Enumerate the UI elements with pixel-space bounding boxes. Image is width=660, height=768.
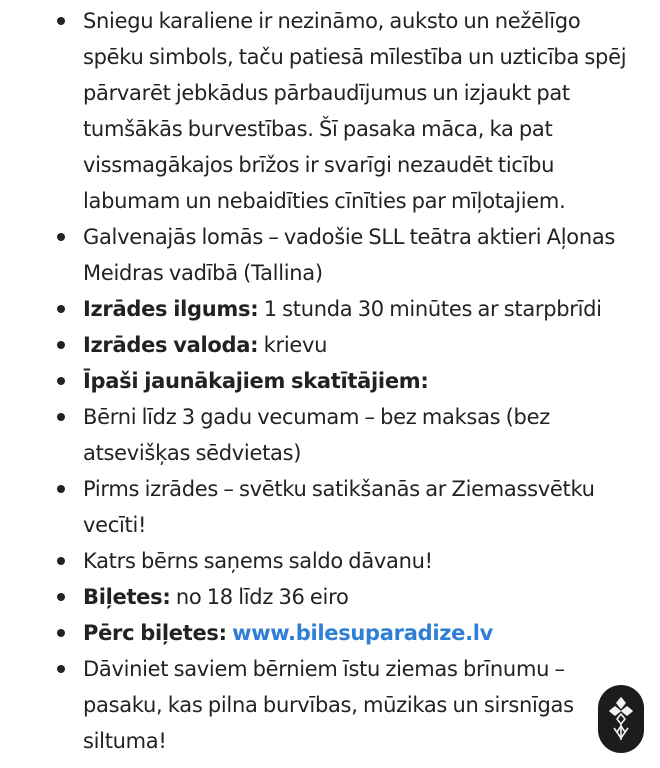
ticket-site-link[interactable]: www.bilesuparadize.lv [232,621,494,645]
list-item [0,543,660,579]
item-label: Īpaši jaunākajiem skatītājiem: [83,369,429,393]
list-item [0,651,660,759]
bullet-icon [57,629,65,637]
bullet-icon [57,341,65,349]
list-item-language [0,327,660,363]
bullet-icon [57,557,65,565]
item-text: no 18 līdz 36 eiro [170,585,349,609]
bullet-icon [57,377,65,385]
item-text: krievu [258,333,328,357]
item-text: Dāviniet saviem bērniem īstu ziemas brīnumu – pasaku, kas pilna burvības, mūzikas un sirsnīgas siltuma! [83,657,574,753]
list-item-buy-tickets [0,615,660,651]
list-item-duration [0,291,660,327]
list-item-young-viewers [0,363,660,399]
bullet-icon [57,485,65,493]
item-text: Katrs bērns saņems saldo dāvanu! [83,549,433,573]
item-label: Izrādes ilgums: [83,297,259,321]
bullet-icon [57,233,65,241]
item-label: Pērc biļetes: [83,621,227,645]
bullet-icon [57,665,65,673]
list-item [0,399,660,471]
bullet-icon [57,413,65,421]
item-label: Izrādes valoda: [83,333,259,357]
snowflake-logo-icon [606,694,636,744]
item-text: 1 stunda 30 minūtes ar starpbrīdi [258,297,602,321]
item-text: Galvenajās lomās – vadošie SLL teātra aktieri Aļonas Meidras vadībā (Tallina) [83,225,616,285]
event-info-list [0,3,660,759]
list-item [0,3,660,219]
item-text: Bērni līdz 3 gadu vecumam – bez maksas (bez atsevišķas sēdvietas) [83,405,550,465]
list-item-tickets-price [0,579,660,615]
item-label: Biļetes: [83,585,171,609]
bullet-icon [57,593,65,601]
bullet-icon [57,17,65,25]
list-item [0,219,660,291]
item-text: Pirms izrādes – svētku satikšanās ar Ziemassvētku vecīti! [83,477,595,537]
site-badge[interactable] [598,685,644,753]
item-text: Sniegu karaliene ir nezināmo, auksto un nežēlīgo spēku simbols, taču patiesā mīlestība un uzticība spēj pārvarēt jebkādus pārbaudījumus un izjaukt pat tumšākās burvestības. Šī pasaka māca, ka pat vissmagākajos brīžos ir svarīgi nezaudēt ticību labumam un nebaidīties cīnīties par mīļotajiem. [83,9,627,213]
list-item [0,471,660,543]
bullet-icon [57,305,65,313]
